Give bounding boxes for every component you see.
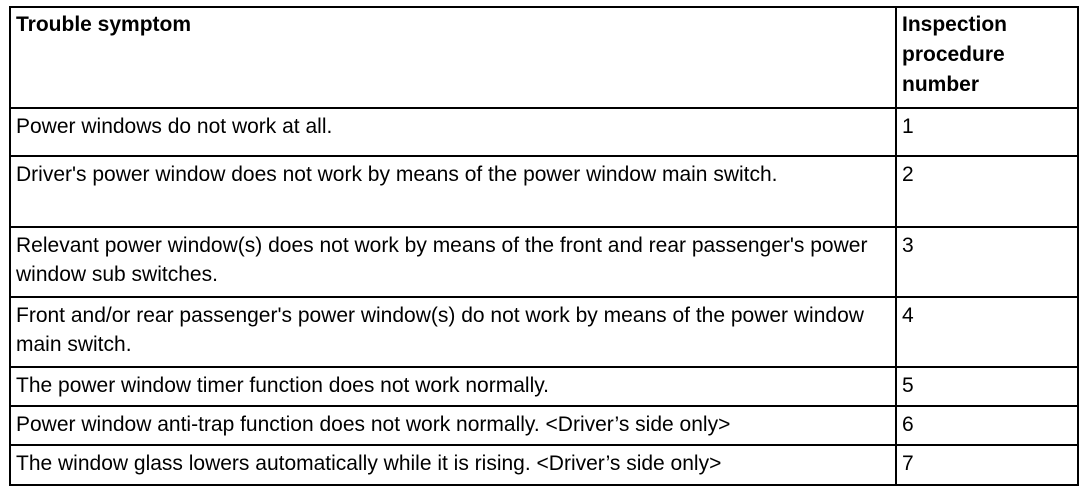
procedure-number-cell: 6 <box>896 406 1078 445</box>
symptom-cell: Relevant power window(s) does not work by means of the front and rear passenger's power window sub switches. <box>10 227 896 297</box>
table-row <box>10 156 1078 227</box>
header-trouble-symptom: Trouble symptom <box>10 7 896 108</box>
symptom-cell: Driver's power window does not work by means of the power window main switch. <box>10 156 896 227</box>
table-row <box>10 367 1078 406</box>
header-inspection-procedure-number: Inspection procedure number <box>896 7 1078 108</box>
symptom-cell: Power window anti-trap function does not work normally. <Driver’s side only> <box>10 406 896 445</box>
symptom-cell: The power window timer function does not work normally. <box>10 367 896 406</box>
procedure-number-cell: 5 <box>896 367 1078 406</box>
table-row <box>10 445 1078 485</box>
table-row <box>10 406 1078 445</box>
procedure-number-cell: 2 <box>896 156 1078 227</box>
symptom-cell: Front and/or rear passenger's power window(s) do not work by means of the power window main switch. <box>10 297 896 367</box>
procedure-number-cell: 4 <box>896 297 1078 367</box>
procedure-number-cell: 7 <box>896 445 1078 485</box>
symptom-cell: Power windows do not work at all. <box>10 108 896 156</box>
symptom-cell: The window glass lowers automatically while it is rising. <Driver’s side only> <box>10 445 896 485</box>
procedure-number-cell: 3 <box>896 227 1078 297</box>
table-row <box>10 297 1078 367</box>
table-header-row <box>10 7 1078 108</box>
procedure-number-cell: 1 <box>896 108 1078 156</box>
table-row <box>10 108 1078 156</box>
trouble-symptom-table <box>9 6 1079 486</box>
table-row <box>10 227 1078 297</box>
